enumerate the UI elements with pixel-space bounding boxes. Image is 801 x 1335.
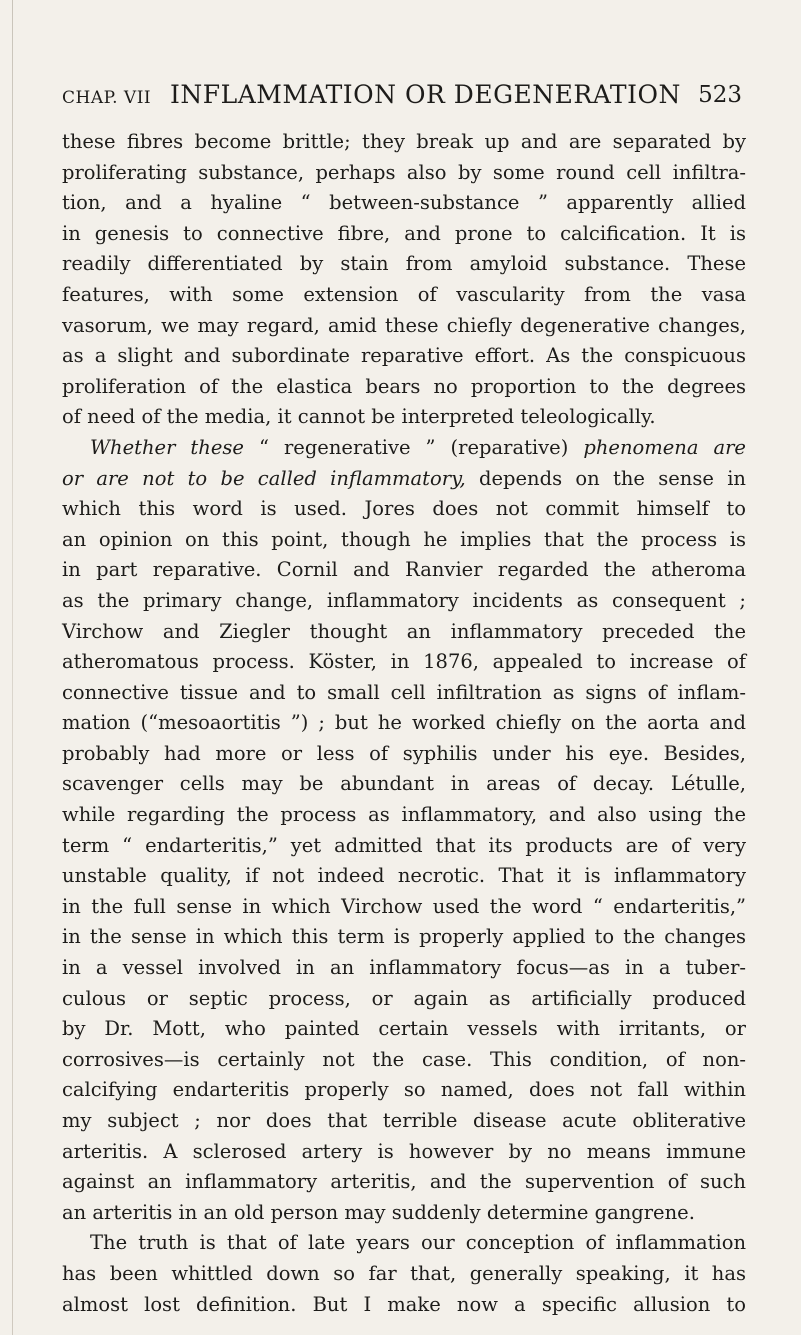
- text-run: unstable quality, if not indeed necrotic. That it is inflammatory: [62, 864, 746, 888]
- text-line: [62, 1167, 746, 1198]
- text-line: [62, 402, 746, 433]
- text-line: [62, 188, 746, 219]
- text-line: [62, 647, 746, 678]
- text-line: [62, 708, 746, 739]
- text-line: [62, 1228, 746, 1259]
- text-run: in the sense in which this term is properly applied to the changes: [62, 925, 746, 949]
- page-number: 523: [698, 82, 742, 108]
- text-line: [62, 158, 746, 189]
- text-run: in part reparative. Cornil and Ranvier regarded the atheroma: [62, 558, 746, 582]
- text-run: probably had more or less of syphilis under his eye. Besides,: [62, 741, 746, 765]
- chapter-label: CHAP. VII: [62, 88, 152, 108]
- running-title: INFLAMMATION OR DEGENERATION: [170, 80, 681, 109]
- text-line: [62, 249, 746, 280]
- text-line: [62, 555, 746, 586]
- text-run: vasorum, we may regard, amid these chiefly degenerative changes,: [62, 313, 746, 337]
- text-run: my subject ; nor does that terrible disease acute obliterative: [62, 1109, 746, 1132]
- text-run: tion, and a hyaline “ between-substance ” apparently allied: [62, 191, 746, 215]
- text-line: [62, 1259, 746, 1290]
- text-run: mation (“mesoaortitis ”) ; but he worked chiefly on the aorta and: [62, 711, 746, 735]
- text-run: as the primary change, inflammatory incidents as consequent ;: [62, 588, 746, 612]
- italic-run: or are not to be called inflammatory,: [62, 466, 466, 490]
- italic-run: phenomena are: [583, 435, 746, 459]
- text-run: these fibres become brittle; they break up and are separated by: [62, 130, 746, 153]
- text-line: [62, 525, 746, 556]
- text-line: [62, 1075, 746, 1106]
- text-line: [62, 280, 746, 311]
- text-line: [62, 1290, 746, 1321]
- italic-run: Whether these: [90, 435, 244, 459]
- text-run: readily differentiated by stain from amyloid substance. These: [62, 252, 746, 276]
- text-run: as a slight and subordinate reparative effort. As the conspicuous: [62, 344, 746, 368]
- text-line: [62, 617, 746, 648]
- text-line: [62, 433, 746, 464]
- text-run: an opinion on this point, though he implies that the process is: [62, 527, 746, 551]
- text-run: features, with some extension of vascularity from the vasa: [62, 282, 746, 306]
- text-line: [62, 586, 746, 617]
- text-line: [62, 1106, 746, 1137]
- text-run: against an inflammatory arteritis, and the supervention of such: [62, 1170, 746, 1194]
- text-run: depends on the sense in: [465, 466, 746, 490]
- text-run: in a vessel involved in an inflammatory focus—as in a tuber-: [62, 956, 746, 980]
- text-line: [62, 678, 746, 709]
- text-run: arteritis. A sclerosed artery is however by no means immune: [62, 1139, 746, 1163]
- text-run: almost lost definition. But I make now a specific allusion to: [62, 1292, 746, 1316]
- text-run: in the full sense in which Virchow used the word “ endarteritis,”: [62, 894, 746, 918]
- text-line: [62, 1014, 746, 1045]
- text-run: proliferation of the elastica bears no proportion to the degrees: [62, 374, 746, 398]
- text-line: [62, 494, 746, 525]
- text-line: [62, 464, 746, 495]
- text-run: culous or septic process, or again as artificially produced: [62, 986, 746, 1010]
- text-line: [62, 1045, 746, 1076]
- text-line: [62, 984, 746, 1015]
- text-line: [62, 1137, 746, 1168]
- text-run: by Dr. Mott, who painted certain vessels with irritants, or: [62, 1017, 746, 1041]
- text-run: proliferating substance, perhaps also by some round cell infiltra-: [62, 160, 746, 184]
- text-line: [62, 219, 746, 250]
- text-line: [62, 800, 746, 831]
- text-run: in genesis to connective fibre, and prone to calcification. It is: [62, 221, 746, 245]
- text-run: of need of the media, it cannot be interpreted teleologically.: [62, 405, 656, 429]
- text-line: [62, 831, 746, 862]
- text-run: Virchow and Ziegler thought an inflammatory preceded the: [62, 619, 746, 643]
- text-run: while regarding the process as inflammatory, and also using the: [62, 803, 746, 827]
- text-line: [62, 341, 746, 372]
- text-run: “ regenerative ” (reparative): [243, 435, 584, 459]
- text-run: The truth is that of late years our conception of inflammation: [90, 1231, 746, 1255]
- text-run: which this word is used. Jores does not commit himself to: [62, 497, 746, 521]
- text-run: scavenger cells may be abundant in areas of decay. Létulle,: [62, 772, 746, 796]
- text-line: [62, 892, 746, 923]
- text-line: [62, 1198, 746, 1229]
- text-line: [62, 769, 746, 800]
- text-line: [62, 739, 746, 770]
- text-line: [62, 861, 746, 892]
- text-run: connective tissue and to small cell infiltration as signs of inflam-: [62, 680, 746, 704]
- text-run: has been whittled down so far that, generally speaking, it has: [62, 1261, 746, 1285]
- text-run: corrosives—is certainly not the case. This condition, of non-: [62, 1047, 746, 1071]
- text-line: [62, 953, 746, 984]
- text-run: atheromatous process. Köster, in 1876, appealed to increase of: [62, 650, 746, 674]
- running-head: [62, 78, 742, 118]
- page-edge-line: [12, 0, 13, 1335]
- text-line: [62, 311, 746, 342]
- text-run: an arteritis in an old person may suddenly determine gangrene.: [62, 1200, 695, 1224]
- text-run: term “ endarteritis,” yet admitted that its products are of very: [62, 833, 746, 857]
- text-line: [62, 922, 746, 953]
- text-line: [62, 127, 746, 158]
- text-line: [62, 372, 746, 403]
- text-run: calcifying endarteritis properly so named, does not fall within: [62, 1078, 746, 1102]
- body-text: [62, 127, 746, 1320]
